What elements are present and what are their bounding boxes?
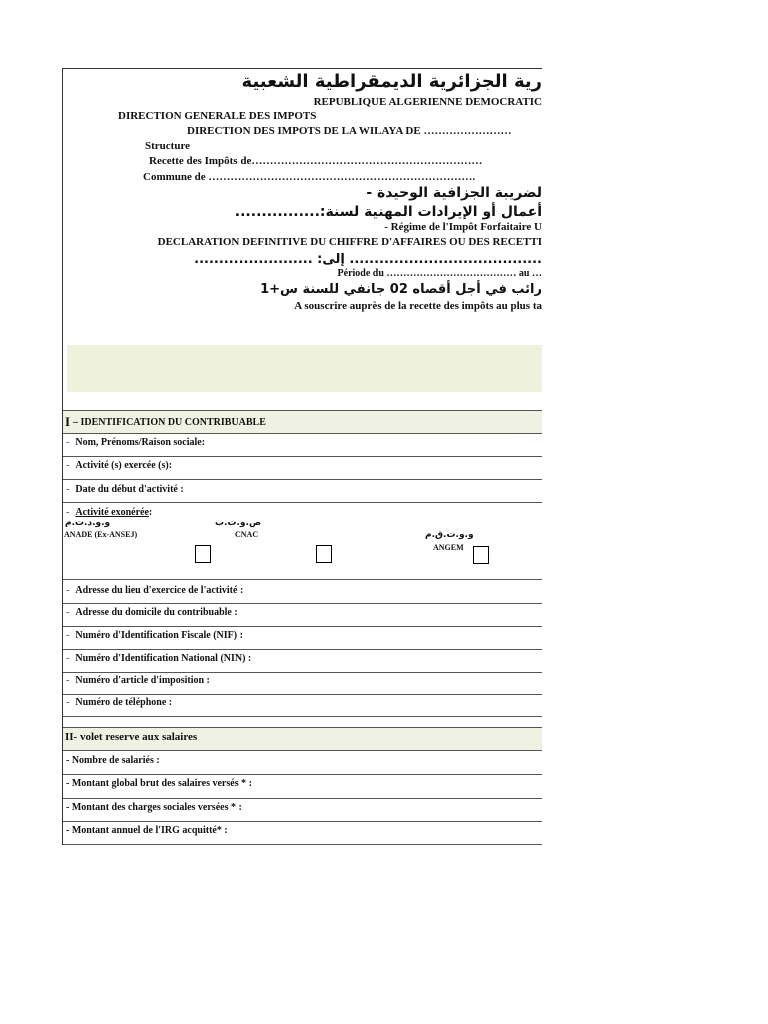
field-nin[interactable]: - Numéro d'Identification National (NIN) : [66, 653, 252, 664]
field-date-debut[interactable]: - Date du début d'activité : [66, 484, 184, 495]
declaration-title: DECLARATION DEFINITIVE DU CHIFFRE D'AFFAIRES OU DES RECETTI [157, 236, 542, 248]
angem-arabic: و.و.ت.ق.م [425, 530, 474, 540]
field-adresse-domicile[interactable]: - Adresse du domicile du contribuable : [66, 607, 238, 618]
structure-label: Structure [145, 140, 191, 152]
direction-wilaya-label: DIRECTION DES IMPOTS DE LA WILAYA DE …………………… [187, 125, 512, 137]
anade-checkbox[interactable] [195, 545, 211, 563]
cnac-label: CNAC [235, 530, 259, 539]
arabic-deadline-line: رائب في أجل أقصاه 02 جانفي للسنة س+1 [260, 282, 542, 297]
anade-label: ANADE (Ex-ANSEJ) [64, 530, 138, 539]
anade-arabic: و.و.د.ت.م [65, 518, 111, 528]
regime-title: - Régime de l'Impôt Forfaitaire U [384, 221, 542, 233]
cnac-checkbox[interactable] [316, 545, 332, 563]
reserved-box [67, 345, 542, 392]
souscrire-note: A souscrire auprès de la recette des impôts au plus ta [294, 300, 542, 312]
section1-title: – IDENTIFICATION DU CONTRIBUABLE [73, 417, 266, 428]
republic-title: REPUBLIQUE ALGERIENNE DEMOCRATIC [313, 96, 542, 108]
field-article[interactable]: - Numéro d'article d'imposition : [66, 675, 210, 686]
field-montant-salaires[interactable]: - Montant global brut des salaires versés * : [66, 778, 252, 789]
section2-title: II- volet reserve aux salaires [65, 731, 198, 743]
section1-numeral: I [65, 414, 71, 429]
field-irg[interactable]: - Montant annuel de l'IRG acquitté* : [66, 825, 228, 836]
field-nom[interactable]: - Nom, Prénoms/Raison sociale: [66, 437, 206, 448]
field-activite-exoneree: - Activité exonérée: [66, 507, 153, 518]
recette-label: Recette des Impôts de……………………………………………………… [149, 155, 483, 167]
periode-line: Période du ………………………………… au … [337, 268, 542, 279]
arabic-year-line: أعمال أو الإيرادات المهنية لسنة:................ [234, 204, 542, 220]
field-telephone[interactable]: - Numéro de téléphone : [66, 697, 173, 708]
field-activite[interactable]: - Activité (s) exercée (s): [66, 460, 173, 471]
direction-generale-label: DIRECTION GENERALE DES IMPOTS [118, 110, 317, 122]
field-charges-sociales[interactable]: - Montant des charges sociales versées * : [66, 802, 242, 813]
arabic-republic-title: رية الجزائرية الديمقراطية الشعبية [241, 71, 542, 92]
declaration-form-sheet [62, 68, 542, 845]
field-nombre-salaries[interactable]: - Nombre de salariés : [66, 755, 160, 766]
commune-label: Commune de ………………………………………………………………. [143, 171, 476, 183]
angem-label: ANGEM [433, 543, 464, 552]
angem-checkbox[interactable] [473, 546, 489, 564]
field-adresse-activite[interactable]: - Adresse du lieu d'exercice de l'activité : [66, 585, 244, 596]
arabic-ifu-title: لضريبة الجزافية الوحيدة - [366, 185, 542, 201]
field-nif[interactable]: - Numéro d'Identification Fiscale (NIF) : [66, 630, 243, 641]
arabic-period-line: ....................................... إلى: ........................ [194, 252, 542, 267]
cnac-arabic: ص.و.ت.ب [215, 518, 262, 528]
